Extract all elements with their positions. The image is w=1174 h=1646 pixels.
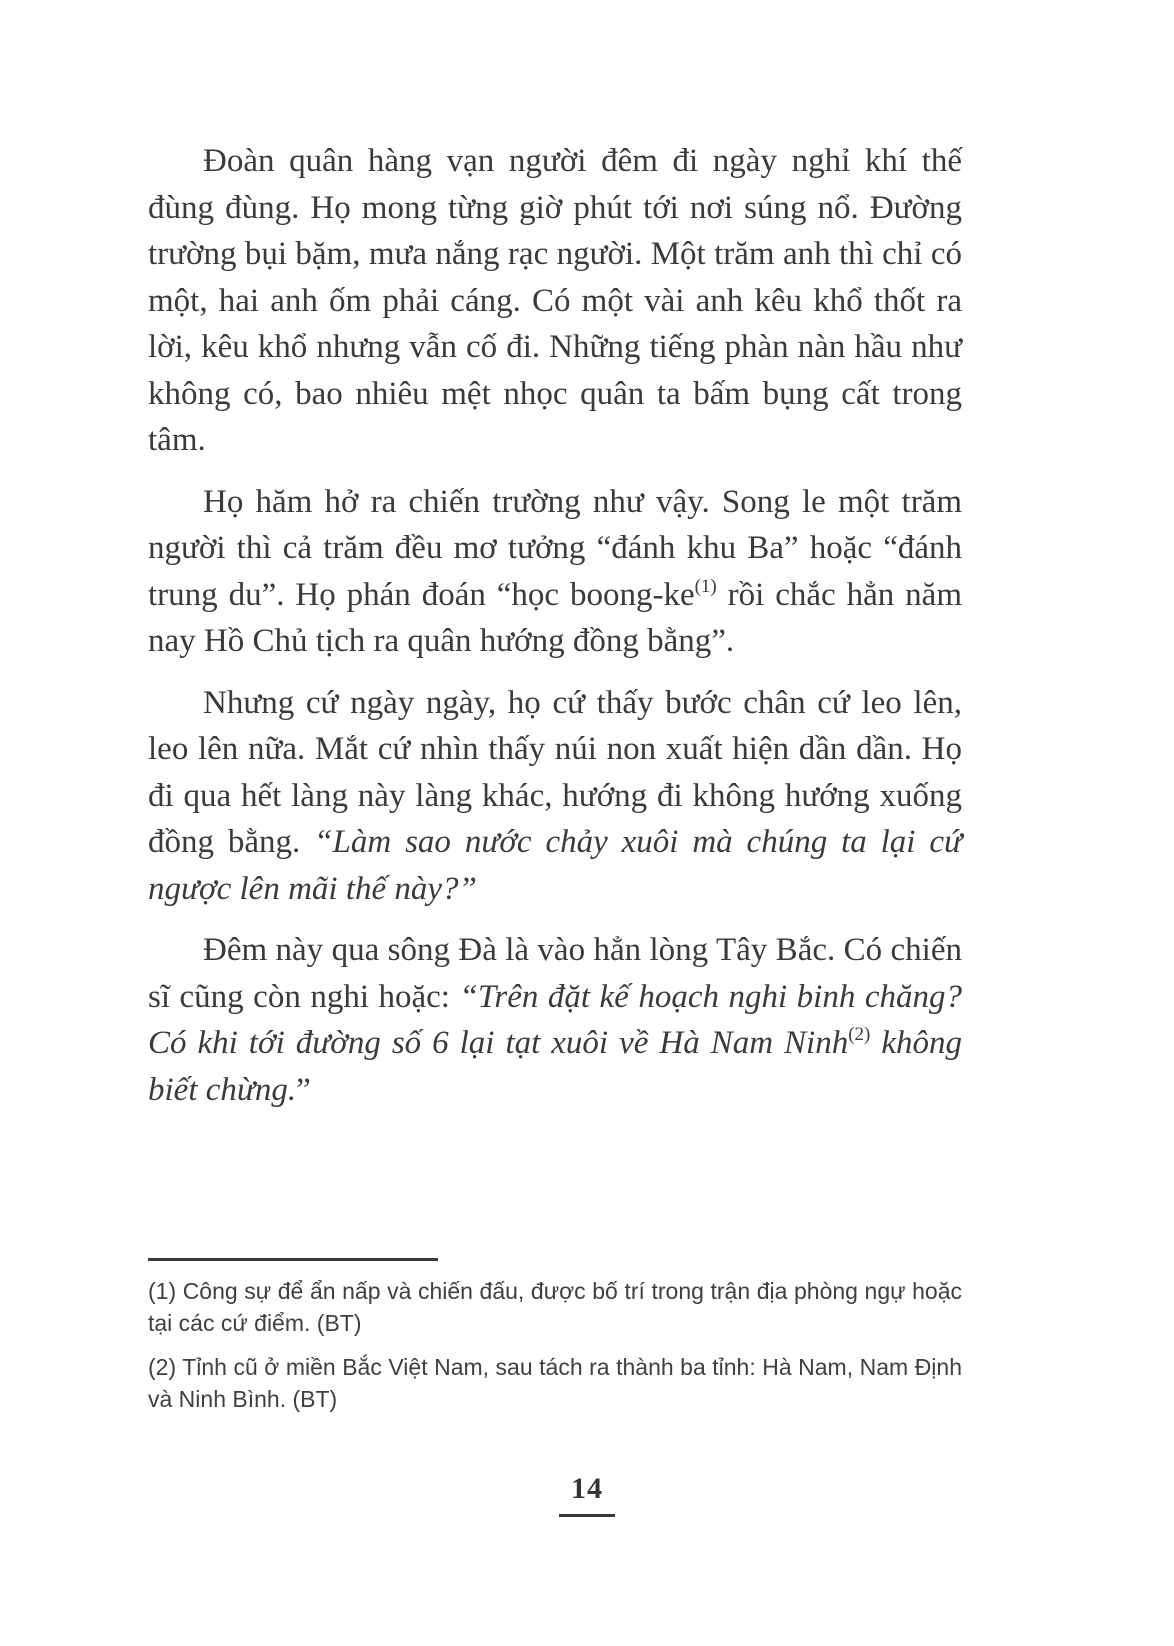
body-text xyxy=(148,138,962,1128)
paragraph-4-close-quote: ” xyxy=(296,1071,311,1108)
footnote-ref-2: (2) xyxy=(848,1024,871,1045)
paragraph-1 xyxy=(148,138,962,464)
paragraph-3-text: Nhưng cứ ngày ngày, họ cứ thấy bước chân cứ leo lên, leo lên nữa. Mắt cứ nhìn thấy núi non xuất hiện dần dần. Họ đi qua hết làng này làng khác, hướng đi không hướng xuống đồng bằng. xyxy=(148,684,962,860)
paragraph-1-text: Đoàn quân hàng vạn người đêm đi ngày nghỉ khí thế đùng đùng. Họ mong từng giờ phút tới nơi súng nổ. Đường trường bụi bặm, mưa nắng rạc người. Một trăm anh thì chỉ có một, hai anh ốm phải cáng. Có một vài anh kêu khổ thốt ra lời, kêu khổ nhưng vẫn cố đi. Những tiếng phàn nàn hầu như không có, bao nhiêu mệt nhọc quân ta bấm bụng cất trong tâm. xyxy=(148,143,962,458)
paragraph-4 xyxy=(148,927,962,1113)
footnote-1: (1) Công sự để ẩn nấp và chiến đấu, được bố trí trong trận địa phòng ngự hoặc tại các cứ điểm. (BT) xyxy=(148,1278,962,1336)
footnote-separator-rule xyxy=(148,1258,438,1261)
paragraph-2-text: Họ hăm hở ra chiến trường như vậy. Song le một trăm người thì cả trăm đều mơ tưởng “đánh khu Ba” hoặc “đánh trung du”. Họ phán đoán “học boong-ke xyxy=(148,483,962,613)
paragraph-4-quote: “Trên đặt kế hoạch nghi binh chăng? Có khi tới đường số 6 lại tạt xuôi về Hà Nam Ninh xyxy=(148,978,963,1061)
footnote-block xyxy=(148,1258,962,1427)
page-number: 14 xyxy=(571,1472,603,1505)
paragraph-2-text-cont: rồi chắc hẳn năm nay Hồ Chủ tịch ra quân hướng đồng bằng”. xyxy=(148,576,962,659)
footnote-2: (2) Tỉnh cũ ở miền Bắc Việt Nam, sau tách ra thành ba tỉnh: Hà Nam, Nam Định và Ninh Bình. (BT) xyxy=(148,1354,962,1412)
page-footer xyxy=(0,1472,1174,1517)
page-number-rule xyxy=(559,1514,615,1517)
paragraph-4-text: Đêm này qua sông Đà là vào hẳn lòng Tây Bắc. Có chiến sĩ cũng còn nghi hoặc: xyxy=(148,932,962,1015)
paragraph-4-quote-cont: không biết chừng. xyxy=(148,1025,962,1108)
paragraph-3 xyxy=(148,680,962,913)
paragraph-3-quote: “Làm sao nước chảy xuôi mà chúng ta lại cứ ngược lên mãi thế này?” xyxy=(148,824,962,907)
footnote-ref-1: (1) xyxy=(694,575,717,597)
paragraph-2 xyxy=(148,479,962,665)
